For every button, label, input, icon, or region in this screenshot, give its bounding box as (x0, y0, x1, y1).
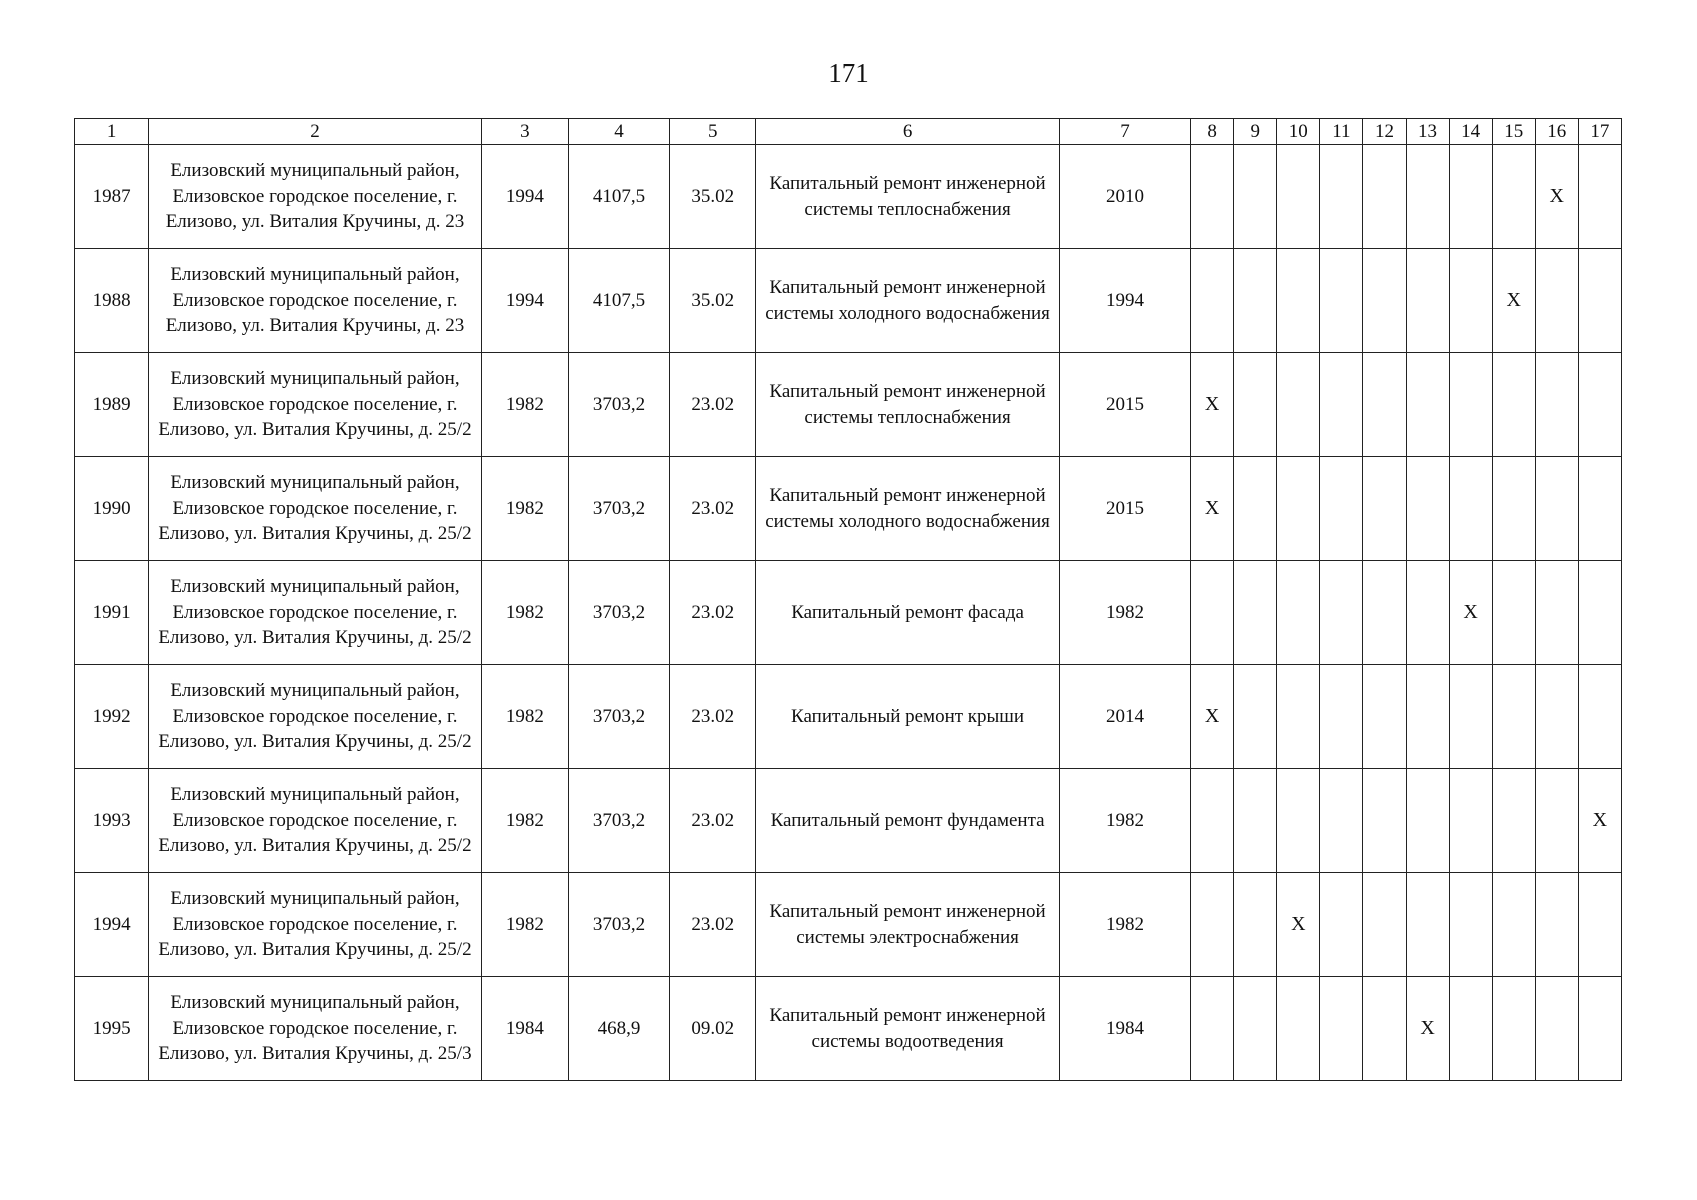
code-cell: 23.02 (670, 561, 756, 665)
row-number-cell: 1992 (75, 665, 149, 769)
mark-cell-col-12 (1363, 977, 1406, 1081)
year-cell: 1982 (1059, 561, 1190, 665)
mark-cell-col-15: X (1492, 249, 1535, 353)
year-cell: 2010 (1059, 145, 1190, 249)
mark-cell-col-9 (1234, 977, 1277, 1081)
address-cell: Елизовский муниципальный район, Елизовское городское поселение, г. Елизово, ул. Виталия Кручины, д. 25/2 (149, 457, 482, 561)
mark-cell-col-16 (1535, 457, 1578, 561)
mark-cell-col-17 (1578, 665, 1621, 769)
mark-cell-col-16 (1535, 249, 1578, 353)
mark-cell-col-11 (1320, 353, 1363, 457)
work-type-cell: Капитальный ремонт крыши (756, 665, 1060, 769)
column-number-6: 6 (756, 119, 1060, 145)
mark-cell-col-8 (1191, 977, 1234, 1081)
table-row (75, 145, 1622, 249)
year-cell: 1982 (1059, 873, 1190, 977)
year-cell: 1982 (1059, 769, 1190, 873)
mark-cell-col-12 (1363, 561, 1406, 665)
mark-cell-col-14 (1449, 457, 1492, 561)
row-number-cell: 1987 (75, 145, 149, 249)
table-row (75, 977, 1622, 1081)
mark-cell-col-8 (1191, 561, 1234, 665)
area-cell: 468,9 (568, 977, 669, 1081)
mark-cell-col-15 (1492, 561, 1535, 665)
mark-cell-col-15 (1492, 665, 1535, 769)
year-built-cell: 1984 (481, 977, 568, 1081)
work-type-cell: Капитальный ремонт инженерной системы холодного водоснабжения (756, 249, 1060, 353)
area-cell: 3703,2 (568, 873, 669, 977)
mark-cell-col-15 (1492, 353, 1535, 457)
mark-cell-col-12 (1363, 145, 1406, 249)
mark-cell-col-8: X (1191, 353, 1234, 457)
table-row (75, 353, 1622, 457)
mark-cell-col-11 (1320, 457, 1363, 561)
mark-cell-col-12 (1363, 457, 1406, 561)
mark-cell-col-11 (1320, 873, 1363, 977)
address-cell: Елизовский муниципальный район, Елизовское городское поселение, г. Елизово, ул. Виталия Кручины, д. 23 (149, 249, 482, 353)
table-row (75, 561, 1622, 665)
address-cell: Елизовский муниципальный район, Елизовское городское поселение, г. Елизово, ул. Виталия Кручины, д. 25/2 (149, 769, 482, 873)
mark-cell-col-14 (1449, 873, 1492, 977)
mark-cell-col-17 (1578, 873, 1621, 977)
mark-cell-col-10 (1277, 769, 1320, 873)
column-number-12: 12 (1363, 119, 1406, 145)
mark-cell-col-10 (1277, 249, 1320, 353)
mark-cell-col-16 (1535, 561, 1578, 665)
table-body (75, 145, 1622, 1081)
code-cell: 23.02 (670, 457, 756, 561)
column-number-row (75, 119, 1622, 145)
mark-cell-col-16 (1535, 353, 1578, 457)
mark-cell-col-17 (1578, 353, 1621, 457)
column-number-2: 2 (149, 119, 482, 145)
row-number-cell: 1994 (75, 873, 149, 977)
mark-cell-col-17: X (1578, 769, 1621, 873)
mark-cell-col-16 (1535, 769, 1578, 873)
area-cell: 3703,2 (568, 769, 669, 873)
year-cell: 2014 (1059, 665, 1190, 769)
mark-cell-col-17 (1578, 561, 1621, 665)
column-number-14: 14 (1449, 119, 1492, 145)
table-row (75, 873, 1622, 977)
mark-cell-col-10: X (1277, 873, 1320, 977)
mark-cell-col-14 (1449, 145, 1492, 249)
mark-cell-col-10 (1277, 665, 1320, 769)
area-cell: 3703,2 (568, 457, 669, 561)
mark-cell-col-12 (1363, 249, 1406, 353)
column-number-4: 4 (568, 119, 669, 145)
code-cell: 35.02 (670, 145, 756, 249)
area-cell: 4107,5 (568, 249, 669, 353)
work-type-cell: Капитальный ремонт инженерной системы электроснабжения (756, 873, 1060, 977)
column-number-15: 15 (1492, 119, 1535, 145)
work-type-cell: Капитальный ремонт инженерной системы теплоснабжения (756, 353, 1060, 457)
column-number-5: 5 (670, 119, 756, 145)
code-cell: 35.02 (670, 249, 756, 353)
mark-cell-col-12 (1363, 769, 1406, 873)
column-number-10: 10 (1277, 119, 1320, 145)
row-number-cell: 1995 (75, 977, 149, 1081)
code-cell: 23.02 (670, 665, 756, 769)
row-number-cell: 1990 (75, 457, 149, 561)
area-cell: 4107,5 (568, 145, 669, 249)
mark-cell-col-9 (1234, 353, 1277, 457)
mark-cell-col-12 (1363, 873, 1406, 977)
column-number-13: 13 (1406, 119, 1449, 145)
row-number-cell: 1993 (75, 769, 149, 873)
mark-cell-col-17 (1578, 977, 1621, 1081)
year-built-cell: 1994 (481, 249, 568, 353)
mark-cell-col-12 (1363, 665, 1406, 769)
mark-cell-col-11 (1320, 977, 1363, 1081)
mark-cell-col-10 (1277, 977, 1320, 1081)
mark-cell-col-11 (1320, 561, 1363, 665)
table-row (75, 665, 1622, 769)
mark-cell-col-9 (1234, 457, 1277, 561)
code-cell: 09.02 (670, 977, 756, 1081)
mark-cell-col-9 (1234, 665, 1277, 769)
mark-cell-col-17 (1578, 249, 1621, 353)
mark-cell-col-8: X (1191, 665, 1234, 769)
work-type-cell: Капитальный ремонт инженерной системы водоотведения (756, 977, 1060, 1081)
year-built-cell: 1982 (481, 457, 568, 561)
mark-cell-col-14 (1449, 249, 1492, 353)
table-row (75, 769, 1622, 873)
page-number: 171 (828, 58, 869, 88)
mark-cell-col-9 (1234, 561, 1277, 665)
mark-cell-col-11 (1320, 665, 1363, 769)
mark-cell-col-16 (1535, 977, 1578, 1081)
area-cell: 3703,2 (568, 561, 669, 665)
column-number-8: 8 (1191, 119, 1234, 145)
mark-cell-col-11 (1320, 145, 1363, 249)
mark-cell-col-15 (1492, 977, 1535, 1081)
table-row (75, 249, 1622, 353)
area-cell: 3703,2 (568, 353, 669, 457)
mark-cell-col-9 (1234, 769, 1277, 873)
address-cell: Елизовский муниципальный район, Елизовское городское поселение, г. Елизово, ул. Виталия Кручины, д. 25/2 (149, 873, 482, 977)
mark-cell-col-9 (1234, 873, 1277, 977)
mark-cell-col-11 (1320, 769, 1363, 873)
mark-cell-col-10 (1277, 561, 1320, 665)
mark-cell-col-13 (1406, 145, 1449, 249)
mark-cell-col-8 (1191, 873, 1234, 977)
address-cell: Елизовский муниципальный район, Елизовское городское поселение, г. Елизово, ул. Виталия Кручины, д. 25/3 (149, 977, 482, 1081)
mark-cell-col-17 (1578, 145, 1621, 249)
mark-cell-col-10 (1277, 457, 1320, 561)
column-number-16: 16 (1535, 119, 1578, 145)
work-type-cell: Капитальный ремонт инженерной системы холодного водоснабжения (756, 457, 1060, 561)
table-row (75, 457, 1622, 561)
mark-cell-col-14: X (1449, 561, 1492, 665)
mark-cell-col-17 (1578, 457, 1621, 561)
address-cell: Елизовский муниципальный район, Елизовское городское поселение, г. Елизово, ул. Виталия Кручины, д. 25/2 (149, 561, 482, 665)
mark-cell-col-11 (1320, 249, 1363, 353)
area-cell: 3703,2 (568, 665, 669, 769)
mark-cell-col-8 (1191, 145, 1234, 249)
mark-cell-col-13 (1406, 769, 1449, 873)
column-number-9: 9 (1234, 119, 1277, 145)
mark-cell-col-15 (1492, 769, 1535, 873)
mark-cell-col-14 (1449, 769, 1492, 873)
year-cell: 2015 (1059, 353, 1190, 457)
year-cell: 1994 (1059, 249, 1190, 353)
code-cell: 23.02 (670, 873, 756, 977)
year-cell: 2015 (1059, 457, 1190, 561)
year-built-cell: 1982 (481, 769, 568, 873)
mark-cell-col-13 (1406, 665, 1449, 769)
work-type-cell: Капитальный ремонт фасада (756, 561, 1060, 665)
year-built-cell: 1982 (481, 561, 568, 665)
mark-cell-col-8 (1191, 249, 1234, 353)
mark-cell-col-16 (1535, 665, 1578, 769)
mark-cell-col-8: X (1191, 457, 1234, 561)
mark-cell-col-9 (1234, 249, 1277, 353)
mark-cell-col-13 (1406, 873, 1449, 977)
row-number-cell: 1989 (75, 353, 149, 457)
mark-cell-col-13 (1406, 457, 1449, 561)
repair-register-table (74, 118, 1622, 1081)
mark-cell-col-16: X (1535, 145, 1578, 249)
mark-cell-col-15 (1492, 873, 1535, 977)
work-type-cell: Капитальный ремонт инженерной системы теплоснабжения (756, 145, 1060, 249)
code-cell: 23.02 (670, 769, 756, 873)
mark-cell-col-10 (1277, 353, 1320, 457)
mark-cell-col-13 (1406, 249, 1449, 353)
mark-cell-col-14 (1449, 665, 1492, 769)
mark-cell-col-14 (1449, 353, 1492, 457)
column-number-1: 1 (75, 119, 149, 145)
mark-cell-col-15 (1492, 457, 1535, 561)
year-built-cell: 1982 (481, 665, 568, 769)
column-number-11: 11 (1320, 119, 1363, 145)
mark-cell-col-10 (1277, 145, 1320, 249)
mark-cell-col-12 (1363, 353, 1406, 457)
column-number-3: 3 (481, 119, 568, 145)
year-built-cell: 1982 (481, 353, 568, 457)
row-number-cell: 1991 (75, 561, 149, 665)
row-number-cell: 1988 (75, 249, 149, 353)
year-built-cell: 1982 (481, 873, 568, 977)
address-cell: Елизовский муниципальный район, Елизовское городское поселение, г. Елизово, ул. Виталия Кручины, д. 25/2 (149, 353, 482, 457)
mark-cell-col-13: X (1406, 977, 1449, 1081)
mark-cell-col-16 (1535, 873, 1578, 977)
mark-cell-col-13 (1406, 561, 1449, 665)
mark-cell-col-13 (1406, 353, 1449, 457)
mark-cell-col-8 (1191, 769, 1234, 873)
code-cell: 23.02 (670, 353, 756, 457)
year-built-cell: 1994 (481, 145, 568, 249)
mark-cell-col-9 (1234, 145, 1277, 249)
work-type-cell: Капитальный ремонт фундамента (756, 769, 1060, 873)
mark-cell-col-15 (1492, 145, 1535, 249)
column-number-17: 17 (1578, 119, 1621, 145)
column-number-7: 7 (1059, 119, 1190, 145)
year-cell: 1984 (1059, 977, 1190, 1081)
address-cell: Елизовский муниципальный район, Елизовское городское поселение, г. Елизово, ул. Виталия Кручины, д. 23 (149, 145, 482, 249)
address-cell: Елизовский муниципальный район, Елизовское городское поселение, г. Елизово, ул. Виталия Кручины, д. 25/2 (149, 665, 482, 769)
mark-cell-col-14 (1449, 977, 1492, 1081)
